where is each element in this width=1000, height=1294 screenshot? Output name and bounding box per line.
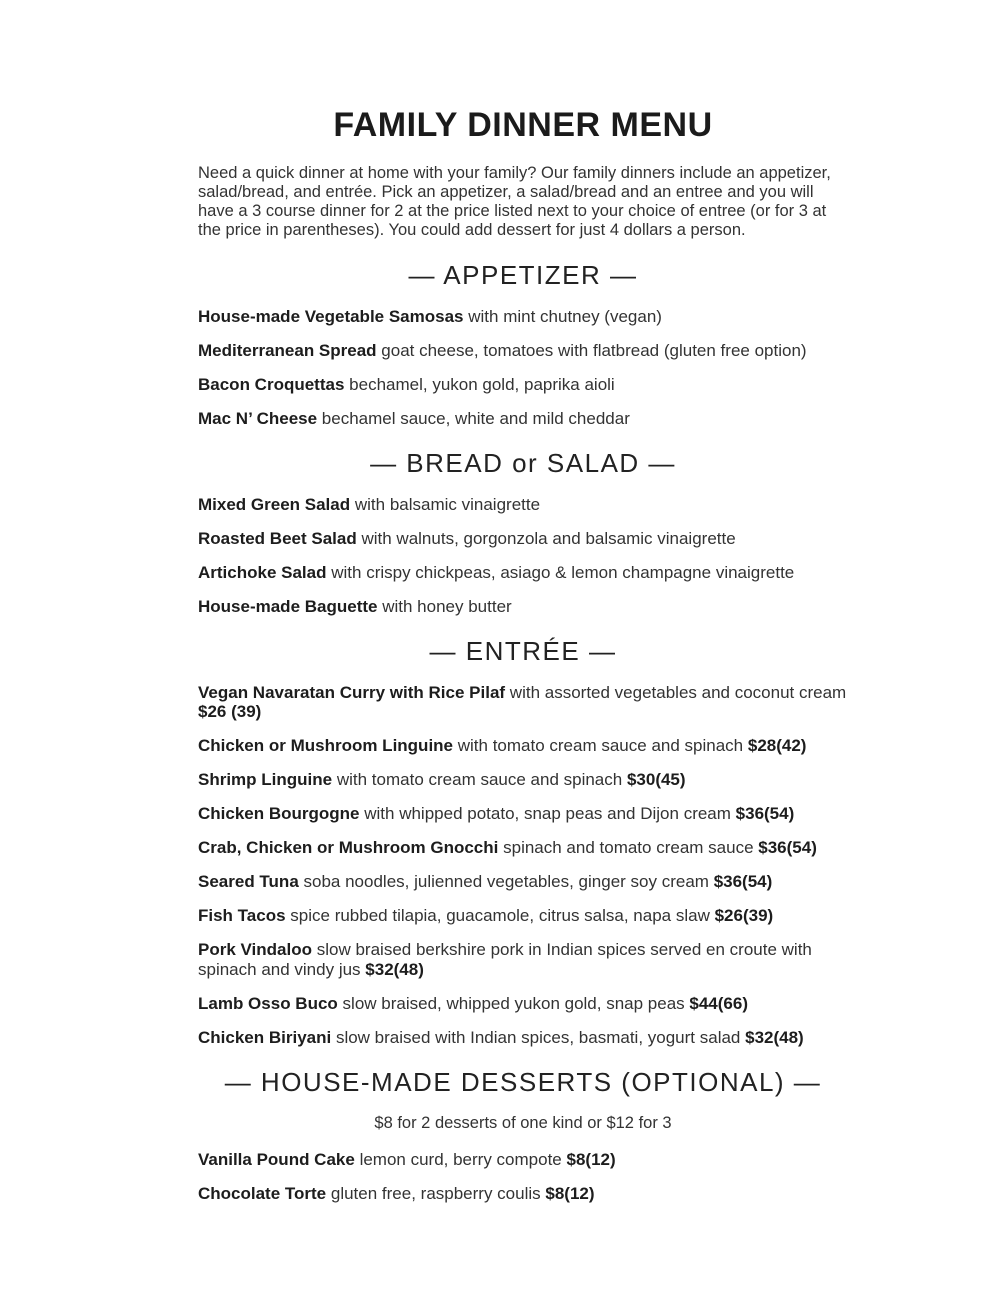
item-description: slow braised, whipped yukon gold, snap peas	[342, 993, 685, 1013]
item-name: Bacon Croquettas	[198, 374, 345, 394]
item-name: Fish Tacos	[198, 906, 286, 926]
item-description: soba noodles, julienned vegetables, ginger soy cream	[303, 872, 709, 892]
menu-item	[198, 495, 848, 515]
item-name: Roasted Beet Salad	[198, 528, 357, 548]
item-description: goat cheese, tomatoes with flatbread (gluten free option)	[381, 340, 807, 360]
item-description: with crispy chickpeas, asiago & lemon champagne vinaigrette	[331, 562, 795, 582]
item-name: Vanilla Pound Cake	[198, 1149, 355, 1169]
section-desserts	[198, 1068, 848, 1203]
menu-item	[198, 341, 848, 361]
menu-item	[198, 906, 848, 926]
item-price: $26(39)	[714, 906, 774, 926]
item-name: Shrimp Linguine	[198, 770, 333, 790]
item-description: with assorted vegetables and coconut cream	[509, 682, 847, 702]
menu-item	[198, 409, 848, 429]
menu-item	[198, 1028, 848, 1048]
menu-item	[198, 1150, 848, 1170]
dessert-note: $8 for 2 desserts of one kind or $12 for 3	[374, 1113, 672, 1132]
section-bread-or-salad	[198, 449, 848, 616]
item-description: with tomato cream sauce and spinach	[336, 770, 623, 790]
menu-item	[198, 838, 848, 858]
item-name: Pork Vindaloo	[198, 940, 312, 960]
item-name: House-made Baguette	[198, 596, 378, 616]
menu-item	[198, 994, 848, 1014]
item-name: Lamb Osso Buco	[198, 993, 338, 1013]
item-name: Artichoke Salad	[198, 562, 327, 582]
item-price: $36(54)	[713, 872, 773, 892]
item-price: $28(42)	[747, 736, 807, 756]
menu-item	[198, 770, 848, 790]
section-heading: — ENTRÉE —	[429, 636, 617, 667]
item-name: Chicken Biriyani	[198, 1027, 332, 1047]
item-name: House-made Vegetable Samosas	[198, 306, 464, 326]
menu-item	[198, 736, 848, 756]
item-description: bechamel sauce, white and mild cheddar	[321, 408, 630, 428]
item-name: Chicken Bourgogne	[198, 804, 360, 824]
menu-item	[198, 872, 848, 892]
item-price: $32(48)	[745, 1027, 804, 1047]
menu-item	[198, 529, 848, 549]
item-price: $26 (39)	[198, 702, 262, 722]
page-title: FAMILY DINNER MENU	[333, 106, 713, 144]
item-name: Chocolate Torte	[198, 1183, 327, 1203]
item-name: Mediterranean Spread	[198, 340, 377, 360]
item-description: with honey butter	[382, 596, 512, 616]
item-price: $8(12)	[566, 1149, 616, 1169]
menu-item	[198, 940, 848, 979]
section-appetizer	[198, 261, 848, 428]
menu-item	[198, 597, 848, 617]
item-description: gluten free, raspberry coulis	[330, 1183, 541, 1203]
item-description: bechamel, yukon gold, paprika aioli	[349, 374, 615, 394]
menu-item	[198, 804, 848, 824]
item-description: with tomato cream sauce and spinach	[457, 736, 744, 756]
item-price: $8(12)	[545, 1183, 595, 1203]
item-name: Vegan Navaratan Curry with Rice Pilaf	[198, 682, 506, 702]
section-heading: — HOUSE-MADE DESSERTS (OPTIONAL) —	[224, 1067, 822, 1098]
menu-item	[198, 307, 848, 327]
item-price: $32(48)	[365, 959, 424, 979]
menu-item	[198, 1184, 848, 1204]
menu-item	[198, 563, 848, 583]
intro-paragraph: Need a quick dinner at home with your family? Our family dinners include an appetizer, salad/bread, and entrée. Pick an appetizer, a salad/bread and an entree and you will have a 3 course dinner for 2 at the price listed next to your choice of entree (or for 3 at the price in parentheses). You could add dessert for just 4 dollars a person.	[198, 164, 831, 240]
item-name: Mac N’ Cheese	[198, 408, 318, 428]
item-name: Seared Tuna	[198, 872, 299, 892]
item-price: $36(54)	[758, 838, 817, 858]
item-price: $44(66)	[689, 993, 748, 1013]
menu-item	[198, 375, 848, 395]
item-description: with mint chutney (vegan)	[468, 306, 662, 326]
item-name: Chicken or Mushroom Linguine	[198, 736, 454, 756]
item-description: spinach and tomato cream sauce	[503, 838, 754, 858]
item-description: slow braised with Indian spices, basmati, yogurt salad	[335, 1027, 741, 1047]
item-description: with walnuts, gorgonzola and balsamic vinaigrette	[361, 528, 736, 548]
section-entree	[198, 637, 848, 1047]
section-heading: — BREAD or SALAD —	[370, 448, 676, 479]
menu-item	[198, 683, 848, 722]
section-heading: — APPETIZER —	[408, 260, 638, 291]
item-description: slow braised berkshire pork in Indian spices served en croute with spinach and vindy jus	[198, 940, 812, 979]
item-name: Crab, Chicken or Mushroom Gnocchi	[198, 838, 499, 858]
item-price: $36(54)	[735, 804, 795, 824]
item-price: $30(45)	[626, 770, 686, 790]
item-description: with balsamic vinaigrette	[354, 494, 541, 514]
item-description: lemon curd, berry compote	[359, 1149, 562, 1169]
item-description: with whipped potato, snap peas and Dijon cream	[364, 804, 731, 824]
item-description: spice rubbed tilapia, guacamole, citrus salsa, napa slaw	[290, 906, 710, 926]
item-name: Mixed Green Salad	[198, 494, 351, 514]
